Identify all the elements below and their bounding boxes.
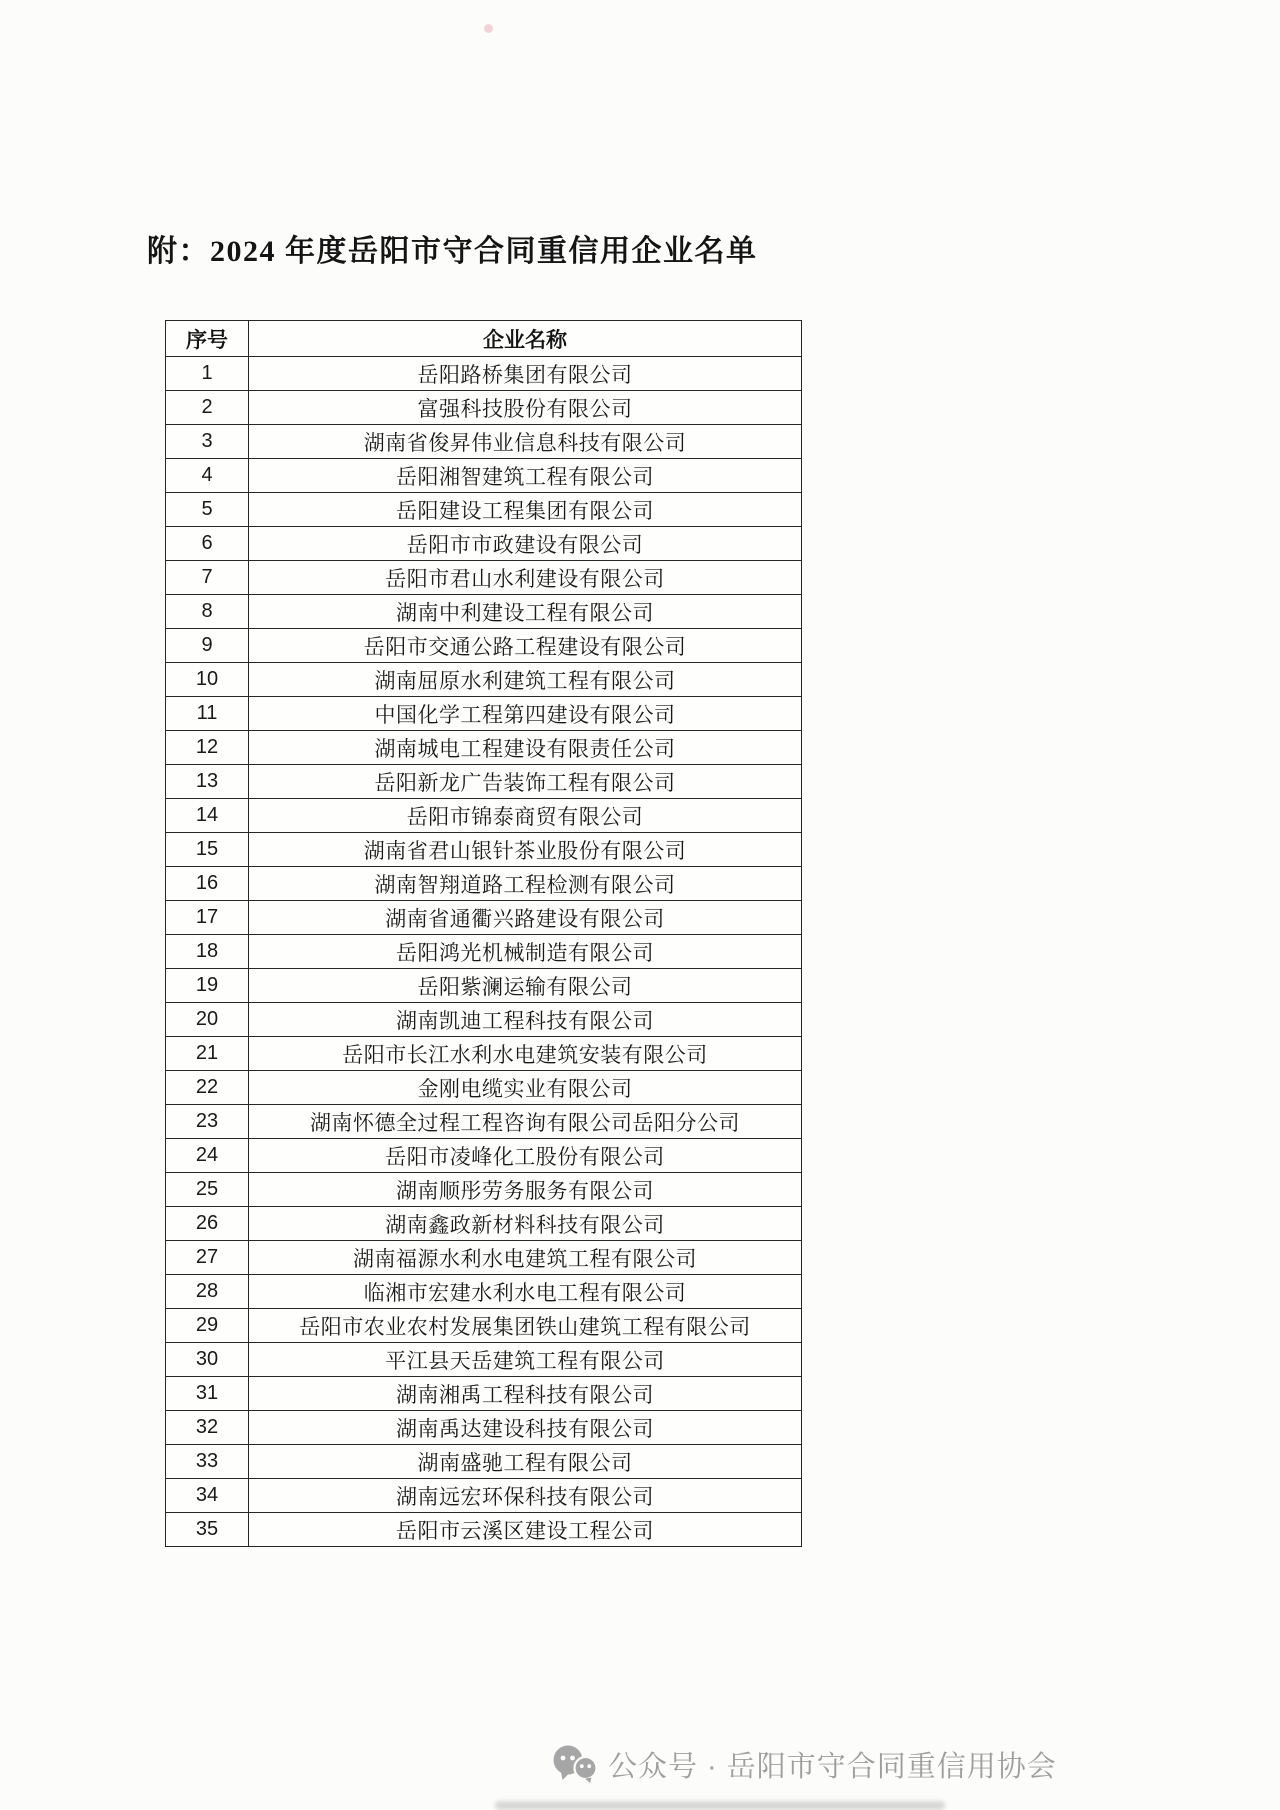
scan-artifact-dot (484, 24, 493, 33)
row-serial-number: 23 (166, 1105, 249, 1139)
row-company-name: 富强科技股份有限公司 (249, 391, 802, 425)
enterprise-table (165, 320, 802, 1547)
row-company-name: 临湘市宏建水利水电工程有限公司 (249, 1275, 802, 1309)
table-row (166, 799, 802, 833)
row-serial-number: 1 (166, 357, 249, 391)
table-row (166, 493, 802, 527)
row-company-name: 湖南盛驰工程有限公司 (249, 1445, 802, 1479)
row-company-name: 岳阳建设工程集团有限公司 (249, 493, 802, 527)
row-company-name: 岳阳市市政建设有限公司 (249, 527, 802, 561)
row-serial-number: 14 (166, 799, 249, 833)
row-company-name: 岳阳市锦泰商贸有限公司 (249, 799, 802, 833)
row-company-name: 湖南凯迪工程科技有限公司 (249, 1003, 802, 1037)
row-serial-number: 21 (166, 1037, 249, 1071)
table-row (166, 1479, 802, 1513)
row-company-name: 湖南城电工程建设有限责任公司 (249, 731, 802, 765)
table-row (166, 969, 802, 1003)
row-serial-number: 31 (166, 1377, 249, 1411)
table-row (166, 357, 802, 391)
row-company-name: 岳阳鸿光机械制造有限公司 (249, 935, 802, 969)
row-company-name: 岳阳市凌峰化工股份有限公司 (249, 1139, 802, 1173)
row-serial-number: 22 (166, 1071, 249, 1105)
row-company-name: 湖南禹达建设科技有限公司 (249, 1411, 802, 1445)
row-company-name: 湖南湘禹工程科技有限公司 (249, 1377, 802, 1411)
scan-artifact-smudge (495, 1801, 945, 1810)
table-row (166, 1241, 802, 1275)
row-company-name: 湖南屈原水利建筑工程有限公司 (249, 663, 802, 697)
table-row (166, 425, 802, 459)
table-row (166, 1377, 802, 1411)
table-row (166, 391, 802, 425)
row-company-name: 湖南福源水利水电建筑工程有限公司 (249, 1241, 802, 1275)
table-row (166, 1343, 802, 1377)
row-serial-number: 15 (166, 833, 249, 867)
row-company-name: 湖南智翔道路工程检测有限公司 (249, 867, 802, 901)
table-row (166, 765, 802, 799)
row-company-name: 岳阳市长江水利水电建筑安装有限公司 (249, 1037, 802, 1071)
row-company-name: 岳阳新龙广告装饰工程有限公司 (249, 765, 802, 799)
row-company-name: 湖南鑫政新材料科技有限公司 (249, 1207, 802, 1241)
row-company-name: 岳阳市交通公路工程建设有限公司 (249, 629, 802, 663)
row-serial-number: 34 (166, 1479, 249, 1513)
table-row (166, 1071, 802, 1105)
row-serial-number: 24 (166, 1139, 249, 1173)
row-serial-number: 20 (166, 1003, 249, 1037)
row-company-name: 金刚电缆实业有限公司 (249, 1071, 802, 1105)
table-row (166, 1445, 802, 1479)
table-row (166, 935, 802, 969)
row-serial-number: 12 (166, 731, 249, 765)
table-row (166, 1105, 802, 1139)
row-serial-number: 5 (166, 493, 249, 527)
table-row (166, 697, 802, 731)
row-serial-number: 25 (166, 1173, 249, 1207)
row-company-name: 湖南省通衢兴路建设有限公司 (249, 901, 802, 935)
table-row (166, 1309, 802, 1343)
row-serial-number: 30 (166, 1343, 249, 1377)
row-company-name: 岳阳湘智建筑工程有限公司 (249, 459, 802, 493)
table-row (166, 663, 802, 697)
table-row (166, 1207, 802, 1241)
row-serial-number: 8 (166, 595, 249, 629)
row-company-name: 岳阳市农业农村发展集团铁山建筑工程有限公司 (249, 1309, 802, 1343)
header-company-name: 企业名称 (249, 321, 802, 357)
row-serial-number: 16 (166, 867, 249, 901)
row-company-name: 湖南怀德全过程工程咨询有限公司岳阳分公司 (249, 1105, 802, 1139)
row-serial-number: 28 (166, 1275, 249, 1309)
row-serial-number: 6 (166, 527, 249, 561)
row-serial-number: 26 (166, 1207, 249, 1241)
wechat-official-account-icon (552, 1745, 598, 1785)
table-row (166, 833, 802, 867)
row-serial-number: 2 (166, 391, 249, 425)
table-row (166, 1411, 802, 1445)
row-company-name: 湖南远宏环保科技有限公司 (249, 1479, 802, 1513)
table-row (166, 629, 802, 663)
row-serial-number: 29 (166, 1309, 249, 1343)
table-row (166, 731, 802, 765)
row-serial-number: 18 (166, 935, 249, 969)
row-company-name: 岳阳市君山水利建设有限公司 (249, 561, 802, 595)
row-company-name: 湖南中利建设工程有限公司 (249, 595, 802, 629)
row-company-name: 岳阳路桥集团有限公司 (249, 357, 802, 391)
table-row (166, 1513, 802, 1547)
row-serial-number: 4 (166, 459, 249, 493)
table-row (166, 1275, 802, 1309)
table-body (166, 357, 802, 1547)
row-serial-number: 11 (166, 697, 249, 731)
watermark-text: 公众号 · 岳阳市守合同重信用协会 (608, 1751, 1057, 1783)
row-serial-number: 27 (166, 1241, 249, 1275)
row-serial-number: 7 (166, 561, 249, 595)
table-row (166, 459, 802, 493)
table-row (166, 867, 802, 901)
table-row (166, 527, 802, 561)
table-row (166, 1139, 802, 1173)
row-serial-number: 3 (166, 425, 249, 459)
row-serial-number: 10 (166, 663, 249, 697)
row-company-name: 湖南省俊昇伟业信息科技有限公司 (249, 425, 802, 459)
row-serial-number: 17 (166, 901, 249, 935)
row-serial-number: 9 (166, 629, 249, 663)
row-company-name: 湖南顺彤劳务服务有限公司 (249, 1173, 802, 1207)
table-row (166, 1037, 802, 1071)
row-serial-number: 33 (166, 1445, 249, 1479)
table-row (166, 561, 802, 595)
row-serial-number: 35 (166, 1513, 249, 1547)
table-row (166, 595, 802, 629)
table-row (166, 1173, 802, 1207)
watermark (552, 1744, 1057, 1785)
row-serial-number: 19 (166, 969, 249, 1003)
row-company-name: 平江县天岳建筑工程有限公司 (249, 1343, 802, 1377)
row-company-name: 岳阳紫澜运输有限公司 (249, 969, 802, 1003)
header-serial-number: 序号 (166, 321, 249, 357)
table-row (166, 1003, 802, 1037)
page-title: 附：2024 年度岳阳市守合同重信用企业名单 (147, 235, 758, 268)
row-company-name: 中国化学工程第四建设有限公司 (249, 697, 802, 731)
table-row (166, 901, 802, 935)
table-header-row (166, 321, 802, 357)
row-serial-number: 13 (166, 765, 249, 799)
row-company-name: 岳阳市云溪区建设工程公司 (249, 1513, 802, 1547)
row-company-name: 湖南省君山银针茶业股份有限公司 (249, 833, 802, 867)
row-serial-number: 32 (166, 1411, 249, 1445)
